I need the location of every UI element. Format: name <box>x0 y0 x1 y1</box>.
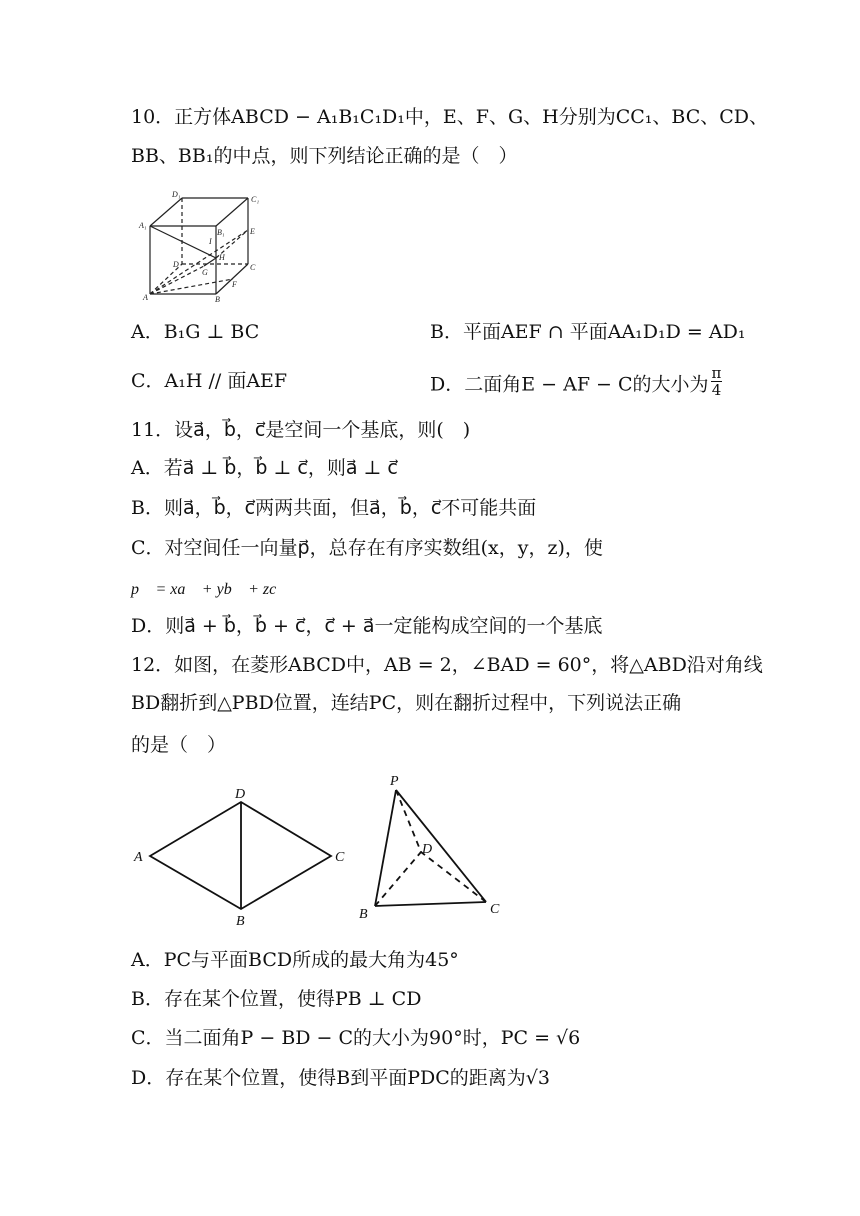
rhombus-label-b: B <box>236 914 245 929</box>
cube-label-d1: D₁ <box>172 190 181 199</box>
cube-label-e: E <box>250 227 255 236</box>
cube-label-c: C <box>250 263 256 272</box>
q10-option-a: A．B₁G ⊥ BC <box>131 321 260 343</box>
q12-option-b: B．存在某个位置，使得PB ⊥ CD <box>131 988 422 1010</box>
q10-stem-line2: BB、BB₁的中点，则下列结论正确的是（ ） <box>131 145 518 167</box>
cube-label-a: A <box>143 293 148 302</box>
rhombus-label-c: C <box>335 850 345 865</box>
q11-option-a: A．若a⃗ ⊥ b⃗，b⃗ ⊥ c⃗，则a⃗ ⊥ c⃗ <box>131 457 398 479</box>
tetra-label-d: D <box>422 842 433 857</box>
tetra-label-c: C <box>490 902 500 917</box>
q12-option-c: C．当二面角P − BD − C的大小为90°时，PC = √6 <box>131 1027 581 1049</box>
rhombus-figure <box>130 780 355 930</box>
q10-option-d-text: D．二面角E − AF − C的大小为 <box>430 373 709 396</box>
rhombus-label-d: D <box>235 787 246 802</box>
q10-option-b: B．平面AEF ∩ 平面AA₁D₁D = AD₁ <box>430 321 746 343</box>
cube-label-i: I <box>209 237 212 246</box>
q10-option-d <box>430 364 722 402</box>
q11-option-c: C．对空间任一向量p⃗，总存在有序实数组(x，y，z)，使 <box>131 537 603 559</box>
q11-option-b: B．则a⃗，b⃗，c⃗两两共面，但a⃗，b⃗，c⃗不可能共面 <box>131 497 537 519</box>
q10-stem-line1: 10．正方体ABCD − A₁B₁C₁D₁中，E、F、G、H分别为CC₁、BC、CD、 <box>131 106 769 128</box>
cube-figure <box>138 188 270 304</box>
q11-option-c-formula: p⃗ = xa⃗ + yb⃗ + zc⃗ <box>131 581 289 598</box>
rhombus-label-a: A <box>134 850 143 865</box>
cube-label-a1: A₁ <box>139 221 147 230</box>
tetra-label-p: P <box>390 774 399 789</box>
q11-stem: 11．设a⃗，b⃗，c⃗是空间一个基底，则( ) <box>131 419 471 441</box>
q12-stem-line1: 12．如图，在菱形ABCD中，AB = 2，∠BAD = 60°，将△ABD沿对角线 <box>131 654 763 676</box>
cube-label-g: G <box>202 268 208 277</box>
tetra-label-b: B <box>359 907 368 922</box>
q10-fraction-numerator: π <box>711 364 722 382</box>
cube-label-d: D <box>173 260 179 269</box>
q10-fraction-denominator: 4 <box>711 381 722 399</box>
q12-stem-line3: 的是（ ） <box>131 734 227 756</box>
q11-option-d: D．则a⃗ + b⃗，b⃗ + c⃗，c⃗ + a⃗一定能构成空间的一个基底 <box>131 615 603 637</box>
cube-label-f: F <box>232 280 237 289</box>
q12-stem-line2: BD翻折到△PBD位置，连结PC，则在翻折过程中，下列说法正确 <box>131 692 682 714</box>
cube-label-h: H <box>219 253 225 262</box>
q12-option-d: D．存在某个位置，使得B到平面PDC的距离为√3 <box>131 1067 550 1089</box>
q12-option-a: A．PC与平面BCD所成的最大角为45° <box>131 949 459 971</box>
tetrahedron-figure <box>355 770 510 922</box>
cube-label-c1: C₁ <box>251 195 260 204</box>
q10-fraction <box>711 365 723 398</box>
cube-label-b: B <box>215 295 220 304</box>
q10-option-c: C．A₁H // 面AEF <box>131 370 288 392</box>
cube-label-b1: B₁ <box>217 228 225 237</box>
